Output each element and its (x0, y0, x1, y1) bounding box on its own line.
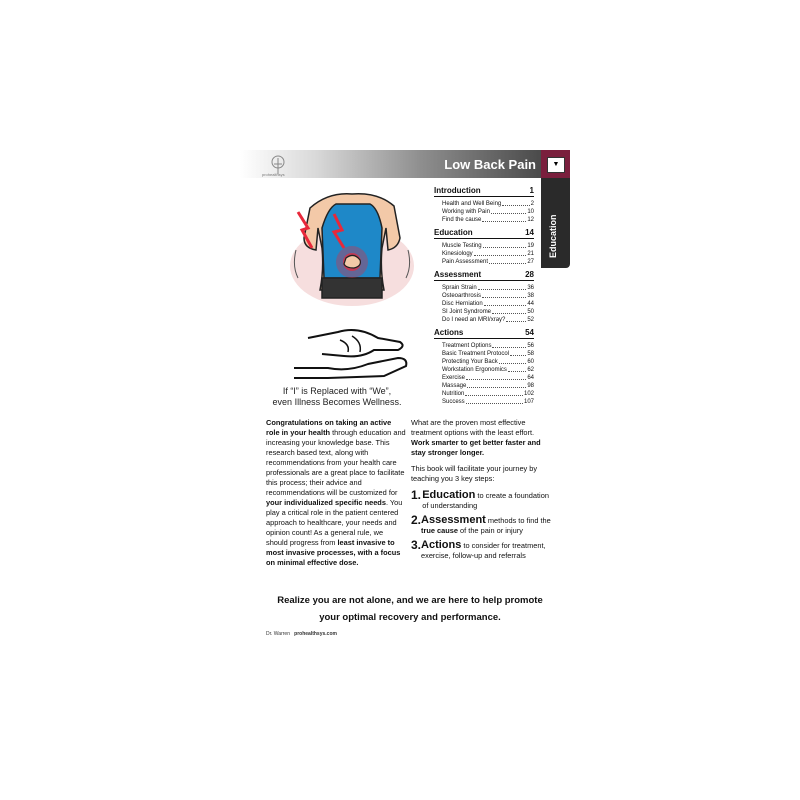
toc-item (434, 208, 534, 216)
toc-item-page: 52 (527, 317, 534, 323)
toc-item (434, 216, 534, 224)
toc-item-page: 27 (527, 259, 534, 265)
toc-item (434, 292, 534, 300)
toc-item-label: Osteoarthrosis (442, 293, 482, 299)
toc-item-page: 44 (527, 301, 534, 307)
chevron-down-icon: ▼ (547, 157, 565, 173)
quote-line-2: even Illness Becomes Wellness. (272, 397, 402, 407)
toc-section-title: Introduction (434, 186, 481, 195)
intro-text-1: through education and increasing your knowledge base. This research based text, along with recommendations from your health care professionals are a great place to facilitate this process; their advice and recommendations will be customized for (266, 428, 406, 497)
right-paragraph-2: This book will facilitate your journey by teaching you 3 key steps: (411, 464, 538, 483)
toc-item-page: 58 (527, 351, 534, 357)
intro-right-column (411, 418, 551, 561)
step-1 (411, 490, 551, 511)
intro-bold-1: Congratulations on taking an active role in your health (266, 418, 392, 437)
toc-leader-dots (510, 350, 526, 356)
toc-section (434, 228, 534, 239)
toc-leader-dots (492, 308, 526, 314)
toc-leader-dots (484, 300, 527, 306)
toc-item-label: Protecting Your Back (442, 359, 498, 365)
toc-item-page: 36 (527, 285, 534, 291)
toc-section-title: Actions (434, 328, 464, 337)
toc-item (434, 316, 534, 324)
hands-illustration (288, 318, 416, 384)
intro-bold-2: your individualized specific needs (266, 498, 386, 507)
right-text-1: What are the proven most effective treatment options with the least effort. (411, 418, 535, 437)
toc-item-page: 64 (527, 375, 534, 381)
closing-line-2: your optimal recovery and performance. (319, 612, 501, 623)
toc-leader-dots (478, 284, 527, 290)
toc-item (434, 284, 534, 292)
step-text: to consider for treatment, exercise, follow-up and referrals (421, 541, 546, 560)
toc-item-label: Exercise (442, 375, 466, 381)
side-tab-education (541, 178, 570, 268)
toc-item-label: Kinesiology (442, 251, 473, 257)
toc-item (434, 350, 534, 358)
toc-leader-dots (466, 398, 523, 404)
toc-section-title: Assessment (434, 270, 482, 279)
step-heading: Assessment (421, 514, 486, 526)
step-number: 1. (411, 488, 422, 502)
toc-item-page: 19 (527, 243, 534, 249)
logo-text: prohealthsys (262, 172, 285, 177)
toc-item-label: Pain Assessment (442, 259, 489, 265)
toc-section-page: 28 (525, 270, 534, 279)
toc-section-page: 54 (525, 328, 534, 337)
step-text: to create a foundation of understanding (422, 491, 549, 510)
step-2 (411, 515, 551, 536)
toc-item-label: Treatment Options (442, 343, 492, 349)
toc-item-page: 62 (527, 367, 534, 373)
toc-item-page: 38 (527, 293, 534, 299)
side-tab-label: Education (548, 214, 558, 258)
toc-leader-dots (491, 208, 526, 214)
toc-leader-dots (466, 374, 526, 380)
step-number: 2. (411, 513, 422, 527)
back-pain-illustration (288, 178, 416, 310)
toc-item-label: Nutrition (442, 391, 465, 397)
toc-item (434, 358, 534, 366)
closing-statement (260, 592, 560, 626)
toc-leader-dots (499, 358, 527, 364)
toc-item-page: 12 (527, 217, 534, 223)
toc-item (434, 342, 534, 350)
step-bold: true cause (421, 526, 458, 535)
toc-item-page: 60 (527, 359, 534, 365)
step-number: 3. (411, 538, 422, 552)
toc-section-page: 14 (525, 228, 534, 237)
quote (262, 386, 412, 408)
intro-text-2: . You play a critical role in the patient centered approach to healthcare, your needs and opinion count! As a general rule, we should progress from (266, 498, 403, 547)
step-text: methods to find the (485, 516, 551, 525)
intro-paragraph (266, 418, 406, 568)
toc-item (434, 398, 534, 406)
right-bold-1: Work smarter to get better faster and stay stronger longer. (411, 438, 541, 457)
right-paragraph-1 (411, 418, 551, 458)
toc-item (434, 200, 534, 208)
toc-item-label: Find the cause (442, 217, 482, 223)
toc-section (434, 270, 534, 281)
intro-bold-3: least invasive to most invasive processes, with a focus on minimal effective dose. (266, 538, 401, 567)
toc-item-label: Success (442, 399, 465, 405)
header-tab (541, 150, 570, 178)
toc-item (434, 390, 534, 398)
toc-leader-dots (465, 390, 523, 396)
toc-item-label: Health and Well Being (442, 201, 502, 207)
step-3 (411, 540, 551, 561)
toc-item-label: Disc Herniation (442, 301, 483, 307)
page-title: Low Back Pain (444, 157, 536, 172)
toc-item-label: Massage (442, 383, 467, 389)
toc-item (434, 300, 534, 308)
toc-section (434, 186, 534, 197)
footer (266, 631, 337, 637)
toc-item-page: 2 (530, 201, 534, 207)
toc-leader-dots (508, 366, 526, 372)
toc-item-label: SI Joint Syndrome (442, 309, 492, 315)
toc-item-label: Working with Pain (442, 209, 490, 215)
toc-item-page: 98 (527, 383, 534, 389)
toc-item-label: Basic Treatment Protocol (442, 351, 510, 357)
toc-leader-dots (482, 292, 526, 298)
toc-leader-dots (506, 316, 526, 322)
toc-leader-dots (482, 216, 526, 222)
intro-left-column (266, 418, 406, 574)
quote-line-1: If “I” is Replaced with “We”, (282, 386, 392, 396)
toc-section-page: 1 (529, 186, 534, 195)
closing-line-1: Realize you are not alone, and we are here to help promote (277, 595, 543, 606)
footer-author: Dr. Warren (266, 631, 290, 637)
toc-item-label: Do I need an MRI/xray? (442, 317, 506, 323)
toc-item-label: Muscle Testing (442, 243, 482, 249)
table-of-contents (434, 182, 534, 406)
toc-leader-dots (492, 342, 526, 348)
toc-item-page: 50 (527, 309, 534, 315)
step-heading: Education (422, 489, 476, 501)
toc-section (434, 328, 534, 339)
toc-item (434, 242, 534, 250)
toc-item-label: Workstation Ergonomics (442, 367, 507, 373)
toc-leader-dots (467, 382, 526, 388)
toc-item-page: 56 (527, 343, 534, 349)
toc-item (434, 366, 534, 374)
toc-item-page: 107 (523, 399, 534, 405)
toc-section-title: Education (434, 228, 473, 237)
toc-item (434, 308, 534, 316)
toc-item (434, 250, 534, 258)
toc-item (434, 382, 534, 390)
toc-leader-dots (483, 242, 527, 248)
toc-item (434, 374, 534, 382)
toc-leader-dots (474, 250, 527, 256)
toc-item-label: Sprain Strain (442, 285, 477, 291)
footer-site: prohealthsys.com (294, 631, 337, 637)
toc-item (434, 258, 534, 266)
toc-item-page: 102 (523, 391, 534, 397)
step-heading: Actions (421, 539, 462, 551)
step-text-2: of the pain or injury (458, 526, 523, 535)
toc-item-page: 10 (527, 209, 534, 215)
toc-leader-dots (489, 258, 526, 264)
toc-leader-dots (502, 200, 529, 206)
toc-item-page: 21 (527, 251, 534, 257)
